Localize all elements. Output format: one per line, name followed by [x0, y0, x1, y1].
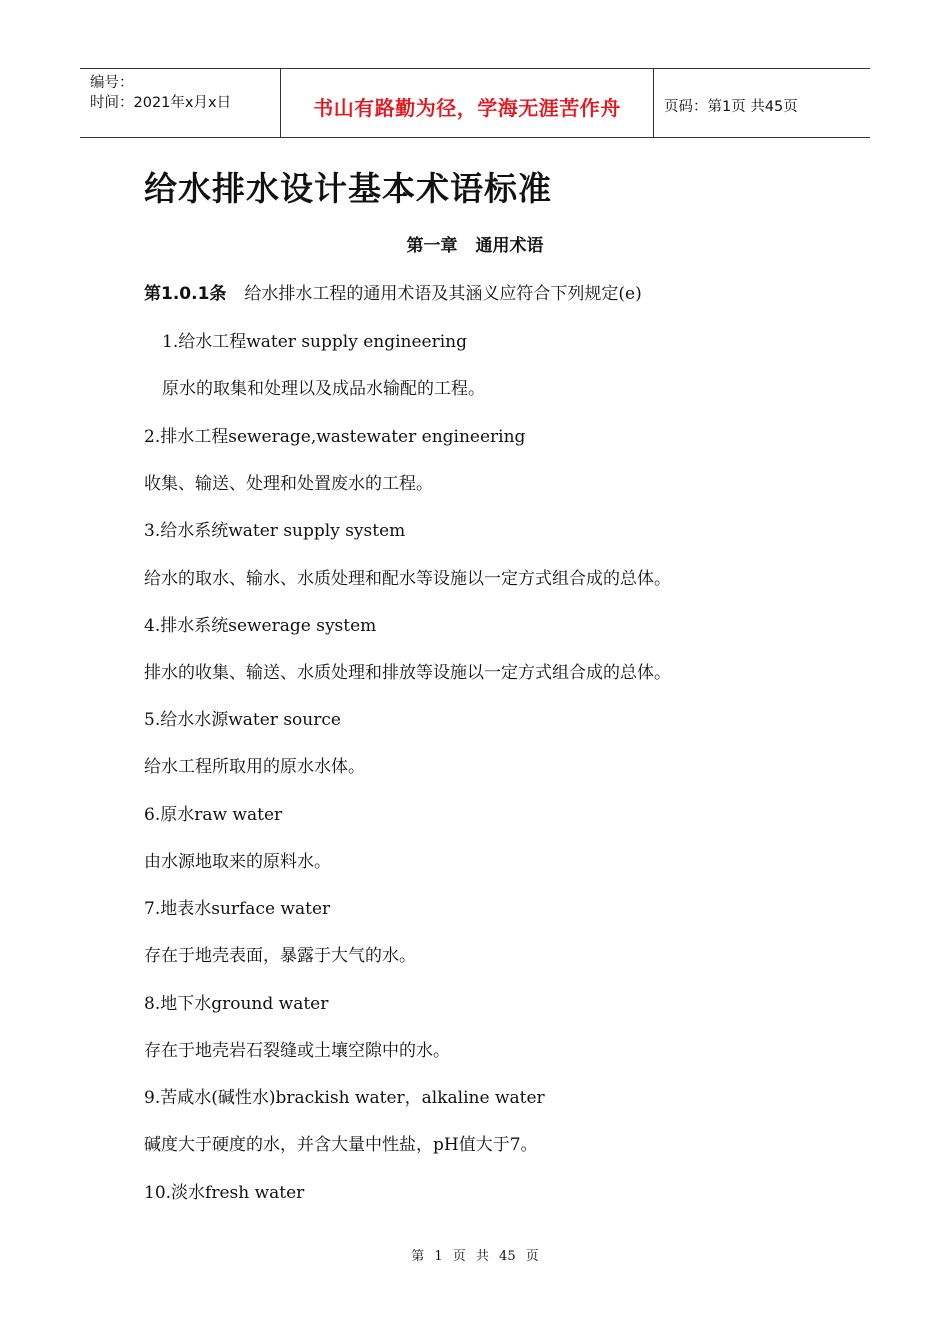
- definition-line: 给水工程所取用的原水水体。: [144, 757, 365, 777]
- number-label: 编号：: [90, 75, 134, 91]
- chapter-heading: [0, 231, 950, 256]
- term-line: 1.给水工程water supply engineering: [162, 332, 468, 352]
- definition-line: 由水源地取来的原料水。: [144, 852, 331, 872]
- clause-number: 第1.0.1条: [144, 284, 227, 304]
- term-line: 6.原水raw water: [144, 805, 283, 825]
- term-line: 9.苦咸水(碱性水)brackish water，alkaline water: [144, 1088, 545, 1108]
- clause-1-0-1: [144, 279, 642, 304]
- term-line: 7.地表水surface water: [144, 899, 331, 919]
- term-line: 2.排水工程sewerage,wastewater engineering: [144, 427, 526, 447]
- term-line: 3.给水系统water supply system: [144, 521, 406, 541]
- header-meta: [80, 69, 281, 137]
- definition-line: 存在于地壳岩石裂缝或土壤空隙中的水。: [144, 1041, 450, 1061]
- definition-line: 排水的收集、输送、水质处理和排放等设施以一定方式组合成的总体。: [144, 663, 671, 683]
- chapter-title: 通用术语: [475, 236, 544, 256]
- page-footer: 第 1 页 共 45 页: [411, 1249, 539, 1264]
- definition-line: 碱度大于硬度的水，并含大量中性盐，pH值大于7。: [144, 1135, 538, 1155]
- chapter-number: 第一章: [406, 236, 458, 256]
- header-page-info: 页码：第1页 共45页: [664, 98, 798, 115]
- term-line: 10.淡水fresh water: [144, 1183, 305, 1203]
- header-motto: 书山有路勤为径，学海无涯苦作舟: [281, 69, 654, 137]
- page-header: [80, 68, 870, 138]
- definition-line: 原水的取集和处理以及成品水输配的工程。: [162, 379, 485, 399]
- definition-line: 收集、输送、处理和处置废水的工程。: [144, 474, 433, 494]
- definition-line: 给水的取水、输水、水质处理和配水等设施以一定方式组合成的总体。: [144, 569, 671, 589]
- term-line: 4.排水系统sewerage system: [144, 616, 377, 636]
- term-line: 5.给水水源water source: [144, 710, 341, 730]
- definition-line: 存在于地壳表面，暴露于大气的水。: [144, 946, 416, 966]
- document-title: 给水排水设计基本术语标准: [144, 169, 552, 208]
- clause-text: 给水排水工程的通用术语及其涵义应符合下列规定(e): [244, 284, 642, 304]
- time-label: 时间：2021年x月x日: [90, 95, 232, 111]
- term-line: 8.地下水ground water: [144, 994, 329, 1014]
